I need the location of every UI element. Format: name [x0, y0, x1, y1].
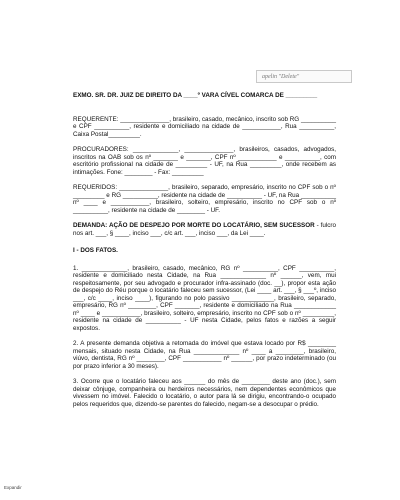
- petition-document: [73, 92, 336, 416]
- requeridos-paragraph: REQUERIDOS: ______________, brasileiro, separado, empresário, inscrito no CPF sob o nº _________ e RG __________, residente na cidade de __________ - UF, na Rua __________ nº ____ e ___________, brasileiro, solteiro, empresário, inscrito no CPF sob o nº __________, residente na cidade de ________ - UF.: [73, 184, 336, 214]
- section-title: I - DOS FATOS.: [73, 247, 118, 254]
- demanda-legal-basis: - fulcro nos art. ___, § ____, inciso ___, c/c art. ___, inciso ___, da Lei ____.: [73, 222, 336, 237]
- fatos-paragraph-1: 1. _____________, brasileiro, casado, mecânico, RG nº __________, CPF __________, residente e domiciliado nesta Cidade, na Rua _____________ nº ______, vem, mui respeitosamente, por seu advogado e procurador infra-assinado (doc. __), propor esta ação de despejo do Réu porque o locatário faleceu sem sucessor, (Lei ____ art. ___, § ___º, inciso ___, c/c ____, inciso ____), figurando no polo passivo ____________, brasileiro, separado, empresário, RG nº ________, CPF _______, residente e domiciliado na Rua ____________ nº ____ e ___________, brasileiro, solteiro, empresário, inscrito no CPF sob o nº _________, residente na cidade de __________ - UF nesta Cidade, pelos fatos e razões a seguir expostos.: [73, 264, 336, 332]
- demanda-title: DEMANDA: AÇÃO DE DESPEJO POR MORTE DO LOCATÁRIO, SEM SUCESSOR: [73, 222, 315, 229]
- requerente-paragraph: REQUERENTE: ______________, brasileiro, casado, mecânico, inscrito sob RG __________ e CPF __________, residente e domiciliado na cidade de ___________, Rua __________, Caixa Postal_________.: [73, 115, 336, 138]
- expand-link[interactable]: Expandir: [4, 485, 22, 490]
- document-heading: EXMO. SR. DR. JUIZ DE DIREITO DA ____º VARA CÍVEL COMARCA DE _________: [73, 92, 318, 99]
- demanda-paragraph: [73, 222, 336, 237]
- fatos-paragraph-3: 3. Ocorre que o locatário faleceu aos ______ do mês de ________ deste ano (doc.), sem deixar cônjuge, companheira ou herdeiros necessários, nem dependentes econômicos que vivessem no imóvel. Falecido o locatário, o autor para lá se dirigiu, encontrando-o ocupado pelos requeridos que, dizendo-se parentes do falecido, negam-se a desocupar o prédio.: [73, 378, 336, 408]
- procuradores-paragraph: PROCURADORES: _____________, ______________, brasileiros, casados, advogados, inscritos na OAB sob os nº _______ e _______, CPF nº ___________ e __________, com escritório profissional na cidade de _________ - UF, na Rua _________, onde recebem as intimações. Fone: ________ - Fax: _________: [73, 146, 336, 176]
- stamp-label: apelin "Delete": [256, 70, 352, 83]
- fatos-paragraph-2: 2. A presente demanda objetiva a retomada do imóvel que estava locado por R$ ________ mensais, situado nesta Cidade, na Rua _____________ nº ____ a ________, brasileiro, viúvo, dentista, RG nº ________, CPF ___________ nº ______, por prazo indeterminado (ou por prazo inferior a 30 meses).: [73, 340, 336, 370]
